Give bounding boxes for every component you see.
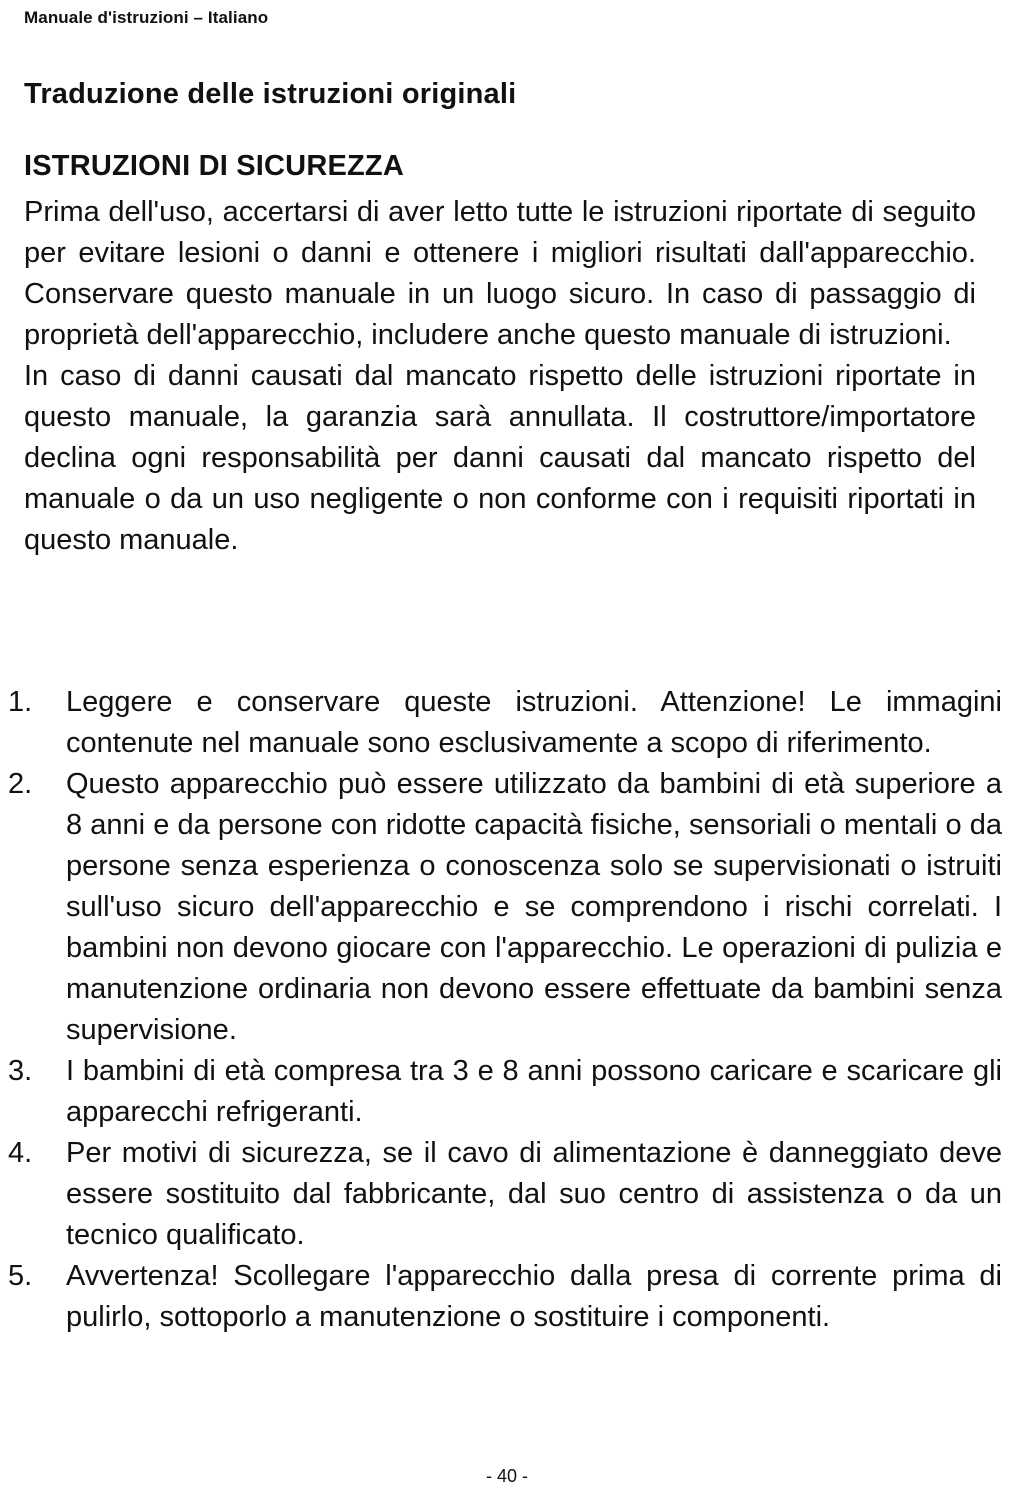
- item-text: Questo apparecchio può essere utilizzato da bambini di età superiore a 8 anni e da persone con ridotte capacità fisiche, sensoriali o mentali o da persone senza esperienza o conoscenza solo se supervisionati o istruiti sull'uso sicuro dell'apparecchio e se comprendono i rischi correlati. I bambini non devono giocare con l'apparecchio. Le operazioni di pulizia e manutenzione ordinaria non devono essere effettuate da bambini senza supervisione.: [66, 768, 1002, 1046]
- instruction-item: [0, 1256, 1002, 1338]
- instruction-item: [0, 764, 1002, 1051]
- instruction-item: [0, 1133, 1002, 1256]
- intro-paragraph: Prima dell'uso, accertarsi di aver letto tutte le istruzioni riportate di seguito per evitare lesioni o danni e ottenere i migliori risultati dall'apparecchio. Conservare questo manuale in un luogo sicuro. In caso di passaggio di proprietà dell'apparecchio, includere anche questo manuale di istruzioni.: [24, 196, 976, 351]
- running-header: Manuale d'istruzioni – Italiano: [24, 8, 269, 27]
- document-title: Traduzione delle istruzioni originali: [24, 78, 517, 110]
- item-number: 3.: [8, 1055, 33, 1087]
- item-text: Leggere e conservare queste istruzioni. Attenzione! Le immagini contenute nel manuale sono esclusivamente a scopo di riferimento.: [66, 686, 1002, 759]
- page-number: - 40 -: [485, 1466, 528, 1486]
- instruction-item: [0, 682, 1002, 764]
- item-number: 1.: [8, 686, 33, 718]
- item-text: I bambini di età compresa tra 3 e 8 anni possono caricare e scaricare gli apparecchi refrigeranti.: [66, 1055, 1002, 1128]
- item-text: Avvertenza! Scollegare l'apparecchio dalla presa di corrente prima di pulirlo, sottoporlo a manutenzione o sostituire i componenti.: [66, 1260, 1002, 1333]
- intro-paragraph: In caso di danni causati dal mancato rispetto delle istruzioni riportate in questo manuale, la garanzia sarà annullata. Il costruttore/importatore declina ogni responsabilità per danni causati dal mancato rispetto del manuale o da un uso negligente o non conforme con i requisiti riportati in questo manuale.: [24, 360, 976, 556]
- intro-text: [24, 192, 976, 561]
- item-text: Per motivi di sicurezza, se il cavo di alimentazione è danneggiato deve essere sostituito dal fabbricante, dal suo centro di assistenza o da un tecnico qualificato.: [66, 1137, 1002, 1251]
- item-number: 2.: [8, 768, 33, 800]
- section-heading: ISTRUZIONI DI SICUREZZA: [24, 150, 404, 182]
- instruction-item: [0, 1051, 1002, 1133]
- instruction-list: [0, 682, 1002, 1338]
- item-number: 5.: [8, 1260, 33, 1292]
- item-number: 4.: [8, 1137, 33, 1169]
